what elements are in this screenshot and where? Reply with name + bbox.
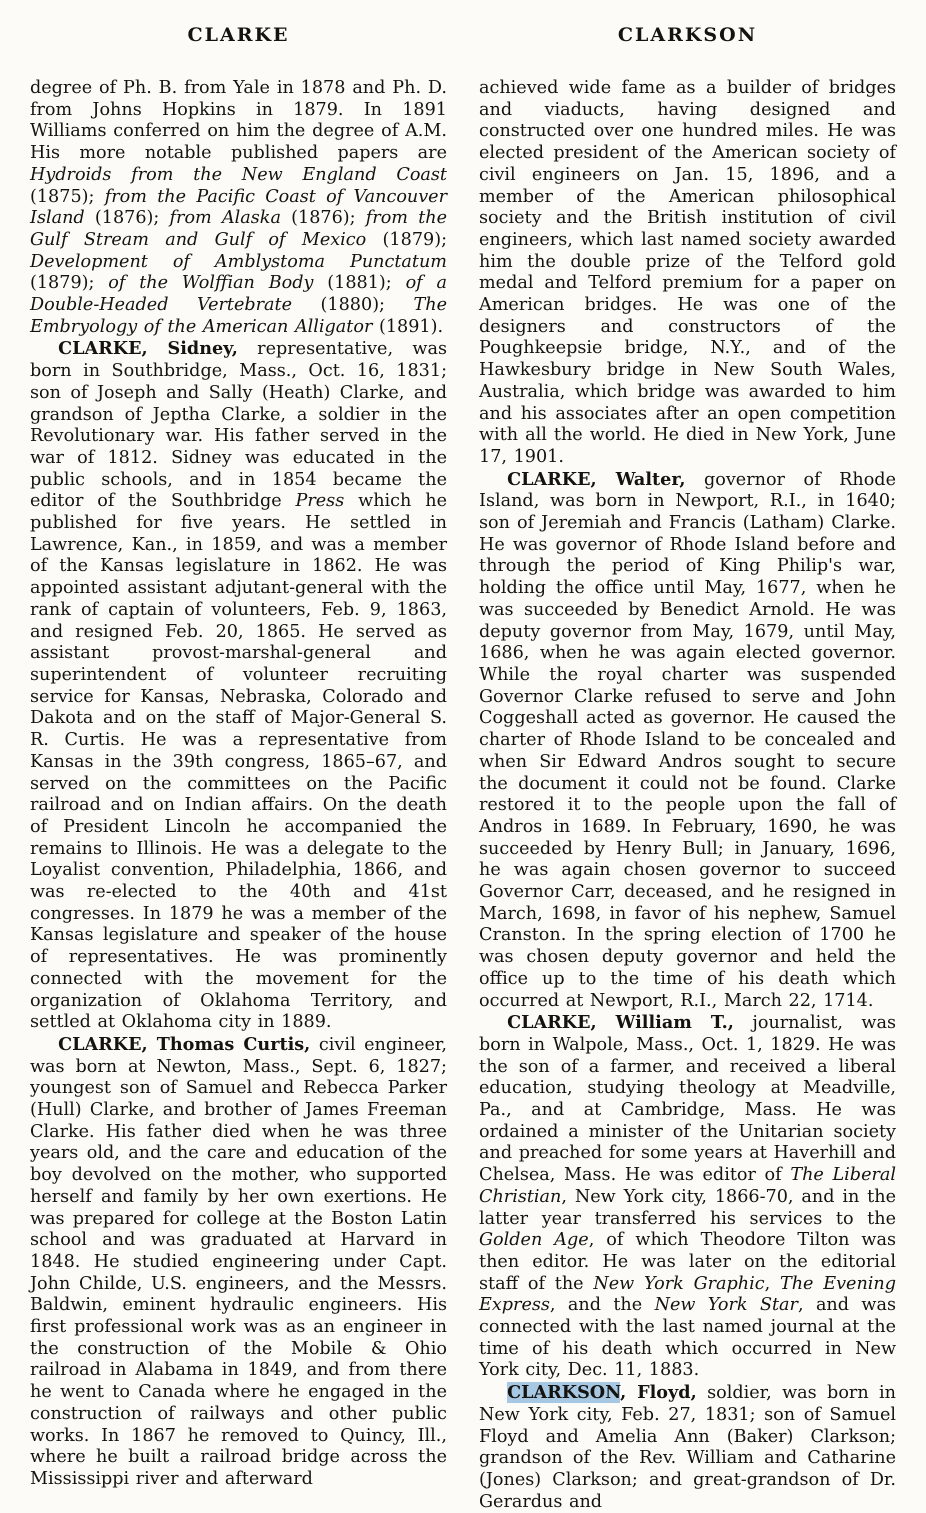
italic-title-text: Development of Amblystoma Punctatum — [30, 251, 447, 272]
body-text: (1879); — [366, 229, 447, 250]
body-text: (1891). — [372, 316, 444, 337]
italic-title-text: Hydroids from the New England Coast — [30, 164, 447, 185]
body-text: governor of Rhode Island, was born in Newport, R.I., in 1640; son of Jeremiah and Francis (Latham) Clarke. He was governor of Rhode Island before and through the period of King Philip's war, holding the office until May, 1677, when he was succeeded by Benedict Arnold. He was deputy governor from May, 1679, until May, 1686, when he was again elected governor. While the royal charter was suspended Governor Clarke refused to serve and John Coggeshall acted as governor. He caused the charter of Rhode Island to be concealed and when Sir Edward Andros sought to secure the document it could not be found. Clarke restored it to the people upon the fall of Andros in 1689. In February, 1690, he was succeeded by Henry Bull; in January, 1696, he was again chosen governor to succeed Governor Carr, deceased, and he resigned in March, 1698, in favor of his nephew, Samuel Cranston. In the spring election of 1700 he was chosen deputy governor and held the office up to the time of his death which occurred at Newport, R.I., March 22, 1714. — [479, 469, 896, 1011]
italic-title-text: from the Gulf Stream and Gulf of Mexico — [30, 208, 448, 250]
body-text: which he published for five years. He settled in Lawrence, Kan., in 1859, and was a member of the Kansas legislature in 1862. He was appointed assistant adjutant-general with the rank of captain of volunteers, Feb. 9, 1863, and resigned Feb. 20, 1865. He served as assistant provost-marshal-general and superintendent of volunteer recruiting service for Kansas, Nebraska, Colorado and Dakota and on the staff of Major-General S. R. Curtis. He was a representative from Kansas in the 39th congress, 1865–67, and served on the committees on the Pacific railroad and on Indian affairs. On the death of President Lincoln he accompanied the remains to Illinois. He was a delegate to the Loyalist convention, Philadelphia, 1866, and was re-elected to the 40th and 41st congresses. In 1879 he was a member of the Kansas legislature and speaker of the house of representatives. He was prominently connected with the movement for the organization of Oklahoma Territory, and settled at Oklahoma city in 1889. — [30, 491, 447, 1033]
entry-clarkson-floyd — [479, 1382, 896, 1513]
two-column-layout — [30, 24, 896, 1513]
body-text: journalist, was born in Walpole, Mass., Oct. 1, 1829. He was the son of a farmer, and received a liberal education, studying theology at Meadville, Pa., and at Cambridge, Mass. He was ordained a minister of the Unitarian society and preached for some years at Haverhill and Chelsea, Mass. He was editor of — [479, 1013, 896, 1186]
entry-name-text: CLARKE, Walter, — [507, 468, 686, 490]
body-text: (1881); — [313, 273, 406, 294]
entry-clarke-thomas-curtis — [30, 1034, 447, 1491]
body-text: (1876); — [84, 208, 170, 229]
italic-title-text: Golden Age — [479, 1230, 589, 1251]
body-text: , of which Theodore Tilton was then editor. He was later on the editorial staff of the — [479, 1230, 896, 1294]
body-text: (1880); — [292, 295, 414, 316]
body-text: , New York city, 1866-70, and in the latter year transferred his services to the — [479, 1186, 896, 1229]
entry-name-text: CLARKE, Thomas Curtis, — [58, 1033, 311, 1055]
body-text: , and the — [549, 1295, 655, 1316]
entry-continuation-clarkson-col — [479, 78, 896, 469]
search-highlight: CLARKSON — [507, 1382, 621, 1404]
italic-title-text: from the Pacific Coast of Vancouver Island — [30, 186, 447, 229]
entry-clarke-walter — [479, 469, 896, 1013]
italic-title-text: from Alaska — [169, 208, 281, 229]
body-text: (1876); — [280, 208, 366, 229]
left-column — [30, 24, 447, 1513]
entry-clarke-william-t — [479, 1012, 896, 1382]
italic-title-text: of the Wolffian Body — [108, 273, 314, 294]
entry-name-text: CLARKE, Sidney, — [58, 338, 238, 360]
body-text: representative, was born in Southbridge, Mass., Oct. 16, 1831; son of Joseph and Sally (Heath) Clarke, and grandson of Jeptha Clarke, a soldier in the Revolutionary war. His father served in the war of 1812. Sidney was educated in the public schools, and in 1854 became the editor of the Southbridge — [30, 339, 447, 512]
body-text: , and was connected with the last named journal at the time of his death which occurred in New York city, Dec. 11, 1883. — [479, 1295, 896, 1381]
right-column — [479, 24, 896, 1513]
italic-title-text: The Liberal Christian — [479, 1165, 897, 1207]
entry-name-text: CLARKE, William T., — [507, 1012, 734, 1034]
right-column-body — [479, 78, 896, 1513]
body-text: civil engineer, was born at Newton, Mass., Sept. 6, 1827; youngest son of Samuel and Rebecca Parker (Hull) Clarke, and brother of James Freeman Clarke. His father died when he was three years old, and the care and education of the boy devolved on the mother, who supported herself and family by her own exertions. He was prepared for college at the Boston Latin school and was graduated at Harvard in 1848. He studied engineering under Capt. John Childe, U.S. engineers, and the Messrs. Baldwin, eminent hydraulic engineers. His first professional work was as an engineer in the construction of the Mobile & Ohio railroad in Alabama in 1849, and from there he went to Canada where he engaged in the construction of railways and other public works. In 1867 he removed to Quincy, Ill., where he built a railroad bridge across the Mississippi river and afterward — [30, 1034, 448, 1489]
running-header-clarkson: CLARKSON — [617, 24, 758, 46]
entry-clarke-sidney — [30, 338, 447, 1034]
entry-continuation-clarke — [30, 78, 447, 338]
italic-title-text: of a Double-Headed Vertebrate — [30, 273, 447, 316]
left-column-body — [30, 78, 447, 1491]
body-text: soldier, was born in New York city, Feb. 27, 1831; son of Samuel Floyd and Amelia Ann (Baker) Clarkson; grandson of the Rev. William and Catharine (Jones) Clarkson; and great-grandson of Dr. Gerardus and — [479, 1383, 896, 1512]
body-text: (1875); — [30, 186, 105, 207]
italic-title-text: The Evening Express — [479, 1273, 896, 1316]
body-text: degree of Ph. B. from Yale in 1878 and Ph. D. from Johns Hopkins in 1879. In 1891 Williams conferred on him the degree of A.M. His more notable published papers are — [30, 78, 447, 164]
italic-title-text: New York Star — [654, 1295, 798, 1316]
body-text: , — [764, 1273, 780, 1294]
body-text: achieved wide fame as a builder of bridges and viaducts, having designed and constructed over one hundred miles. He was elected president of the American society of civil engineers on Jan. 15, 1896, and a member of the American philosophical society and the British institution of civil engineers, which last named society awarded him the double prize of the Telford gold medal and Telford premium for a paper on American bridges. He was one of the designers and constructors of the Poughkeepsie bridge, N.Y., and of the Hawkesbury bridge in New South Wales, Australia, which bridge was awarded to him and his associates after an open competition with all the world. He died in New York, June 17, 1901. — [479, 78, 896, 467]
italic-title-text: Press — [295, 491, 345, 512]
italic-title-text: New York Graphic — [593, 1273, 765, 1294]
running-header-clarke: CLARKE — [187, 24, 290, 46]
body-text: (1879); — [30, 273, 109, 294]
entry-name-text: , Floyd, — [620, 1382, 697, 1404]
italic-title-text: The Embryology of the American Alligator — [30, 295, 447, 337]
